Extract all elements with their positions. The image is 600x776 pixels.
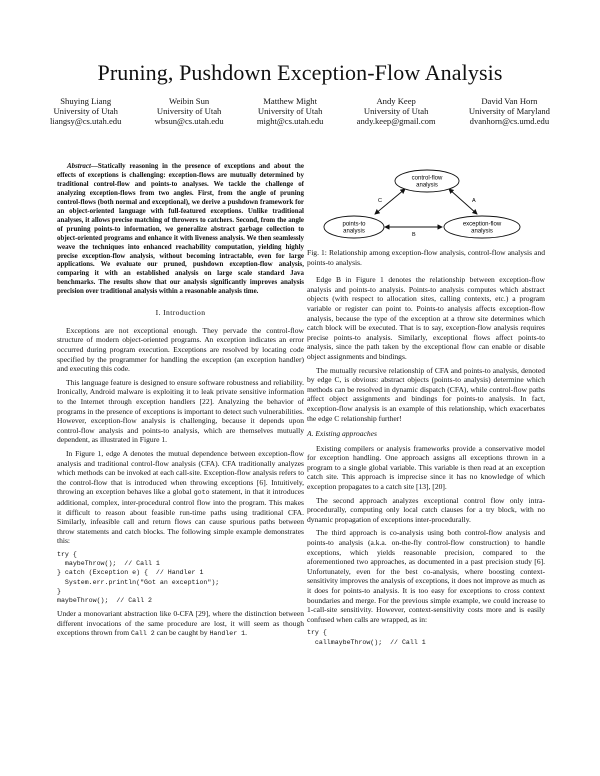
author-name: David Van Horn (481, 96, 538, 106)
paper-title: Pruning, Pushdown Exception-Flow Analysis (97, 60, 503, 85)
right-column (307, 162, 545, 651)
author-email: liangsy@cs.utah.edu (50, 116, 122, 126)
relationship-diagram (307, 162, 545, 248)
author-block (155, 96, 224, 126)
abstract-label: Abstract (67, 162, 91, 170)
author-affiliation: University of Maryland (468, 106, 550, 116)
author-name: Matthew Might (263, 96, 317, 106)
author-block (357, 96, 436, 126)
node-points-to (324, 216, 384, 238)
subsection-heading: A. Existing approaches (307, 429, 377, 439)
author-email: dvanhorn@cs.umd.edu (469, 116, 550, 126)
paragraph: This language feature is designed to ensure software robustness and reliability. Ironically, Android malware is exploiting it to leak private sensitive information to the Internet through exception handlers [22]. Analyzing the behavior of programs in the presence of exceptions is important to detect such vulnerabilities. However, exception-flow analysis is challenging, because it depends upon control-flow analysis and points-to analysis, which are themselves mutually dependent, as illustrated in Figure 1. (57, 377, 304, 445)
author-email: wbsun@cs.utah.edu (154, 116, 224, 126)
left-column (57, 162, 304, 643)
author-affiliation: University of Utah (363, 106, 429, 116)
node-label: control-flow (411, 175, 443, 182)
inline-code: goto (193, 489, 210, 497)
author-list (50, 96, 550, 126)
author-affiliation: University of Utah (53, 106, 118, 116)
text-run: can be caught by (156, 628, 208, 638)
author-block (257, 96, 324, 126)
figure-1 (307, 162, 545, 248)
author-name: Shuying Liang (60, 96, 112, 106)
inline-code: Call 2 (131, 630, 155, 638)
node-label: points-to (342, 221, 366, 228)
code-listing: try { maybeThrow(); // Call 1 } catch (Exception e) { // Handler 1 System.err.println("Got an exception"); } maybeThrow(); // Call 2 (57, 550, 220, 604)
section-heading: I. Introduction (155, 308, 206, 318)
code-listing: try { callmaybeThrow(); // Call 1 (307, 629, 426, 646)
text-run: statement, in that it introduces additional, complex, inter-procedural control flow into the program. This makes it difficult to reason about feasible run-time paths using traditional CFA. Similarly, infeasible call and return flows can cause spurious paths between throw statements and catch blocks. The following simple example demonstrates this: (57, 487, 305, 546)
author-affiliation: University of Utah (156, 106, 222, 116)
node-label: exception-flow (462, 221, 502, 228)
author-block (469, 96, 550, 126)
edge-label-a: A (472, 198, 476, 204)
edge-label-b: B (412, 232, 416, 238)
paragraph (57, 609, 304, 639)
text-run: . (245, 628, 247, 638)
inline-code: Handler 1 (209, 630, 246, 638)
node-label: analysis (416, 182, 438, 189)
author-affiliation: University of Utah (257, 106, 323, 116)
edge-label-c: C (378, 198, 382, 204)
abstract-text: —Statically reasoning in the presence of exceptions and about the effects of exceptions is challenging: exception-flows are mutually determined by traditional control-flow and points-to analyses. We tackle the challenge of analyzing exception-flows from two angles. First, from the angle of pruning control-flows (both normal and exceptional), we derive a pushdown framework for an object-oriented language with full-featured exceptions. Unlike traditional analyses, it allows precise matching of throwers to catchers. Second, from the angle of pruning points-to information, we generalize abstract garbage collection to object-oriented programs and enhance it with liveness analysis. We then seamlessly weave the techniques into enhanced reachability computation, yielding highly precise exception-flow analysis, without becoming intractable, even for large applications. We evaluate our pruned, pushdown exception-flow analysis, comparing it with an established analysis on large scale standard Java benchmarks. The results show that our analysis significantly improves analysis precision over traditional analysis within a reasonable analysis time. (57, 162, 304, 296)
paragraph: Edge B in Figure 1 denotes the relationship between exception-flow analysis and points-to analysis. Points-to analysis computes which abstract objects (with respect to allocation sites, calling contexts, etc.) a program variable or register can point to. Points-to analysis affects exception-flow analysis, because the type of the exception at a throw site determines which catch block will be executed. That is to say, exception-flow analysis requires precise points-to analysis. Similarly, exceptional flows affect points-to analysis, since the path taken by the exceptional flow can enable or disable object assignments and bindings. (307, 275, 545, 361)
author-name: Weibin Sun (169, 96, 210, 106)
text-run: Under a monovariant abstraction like 0-CFA [29], where the distinction between different invocations of the same procedure are lost, it will seem as though exceptions thrown from (57, 609, 304, 638)
author-email: might@cs.utah.edu (256, 116, 324, 126)
text-run: In Figure 1, edge A denotes the mutual dependence between exception-flow analysis and traditional control-flow analysis (CFA). CFA traditionally analyzes which methods can be invoked at each call-site. Exception-flow analysis refers to the control-flow that is introduced when throwing exceptions [6]. Intuitively, throwing an exception behaves like a global (57, 449, 304, 497)
paragraph (57, 449, 304, 546)
node-control-flow (395, 170, 459, 192)
author-block (50, 96, 121, 126)
paragraph: Existing compilers or analysis frameworks provide a conservative model for exception handling. One approach assigns all exceptions thrown in a program to a single global variable. This variable is then read at an exception catch site. This approach is imprecise since it has no knowledge of which exception propagates to a catch site [13], [20]. (307, 443, 545, 492)
abstract (57, 162, 304, 296)
node-label: analysis (343, 228, 365, 235)
paragraph: The third approach is co-analysis using both control-flow analysis and points-to analysis (a.k.a. on-the-fly control-flow construction) to handle exceptions, which yields reasonable precision, compared to the aforementioned two approaches, as documented in a past precision study [6]. Unfortunately, even for the best co-analysis, where boosting context-sensitivity improves the analysis of exceptions, it does not improve as much as it does for points-to analysis. It is too easy for exceptions to cross context boundaries and merge. For the previous simple example, we could increase to 1-call-site sensitivity. However, context-sensitivity costs more and is easily confused when calls are wrapped, as in: (307, 528, 545, 624)
author-email: andy.keep@gmail.com (356, 116, 436, 126)
paragraph: The mutually recursive relationship of CFA and points-to analysis, denoted by edge C, is obvious: abstract objects (points-to analysis) determine which methods can be resolved in dynamic dispatch (CFA), while control-flow paths affect object assignments and bindings for points-to analysis. In fact, exception-flow analysis is an example of this relationship, which exacerbates the edge C relationship further! (307, 365, 545, 423)
node-exception-flow (444, 216, 520, 238)
paragraph: Exceptions are not exceptional enough. They pervade the control-flow structure of modern object-oriented programs. An exception indicates an error occurred during program execution. Exceptions are resolved by locating code specified by the programmer for handling the exception (an exception handler) and executing this code. (57, 325, 304, 374)
node-label: analysis (471, 228, 493, 235)
paragraph: The second approach analyzes exceptional control flow only intra-procedurally, computing only local catch clauses for a try block, with no dynamic propagation of exceptions inter-procedurally. (307, 495, 545, 524)
figure-caption: Fig. 1: Relationship among exception-flow analysis, control-flow analysis and points-to analysis. (307, 248, 545, 267)
author-name: Andy Keep (376, 96, 416, 106)
